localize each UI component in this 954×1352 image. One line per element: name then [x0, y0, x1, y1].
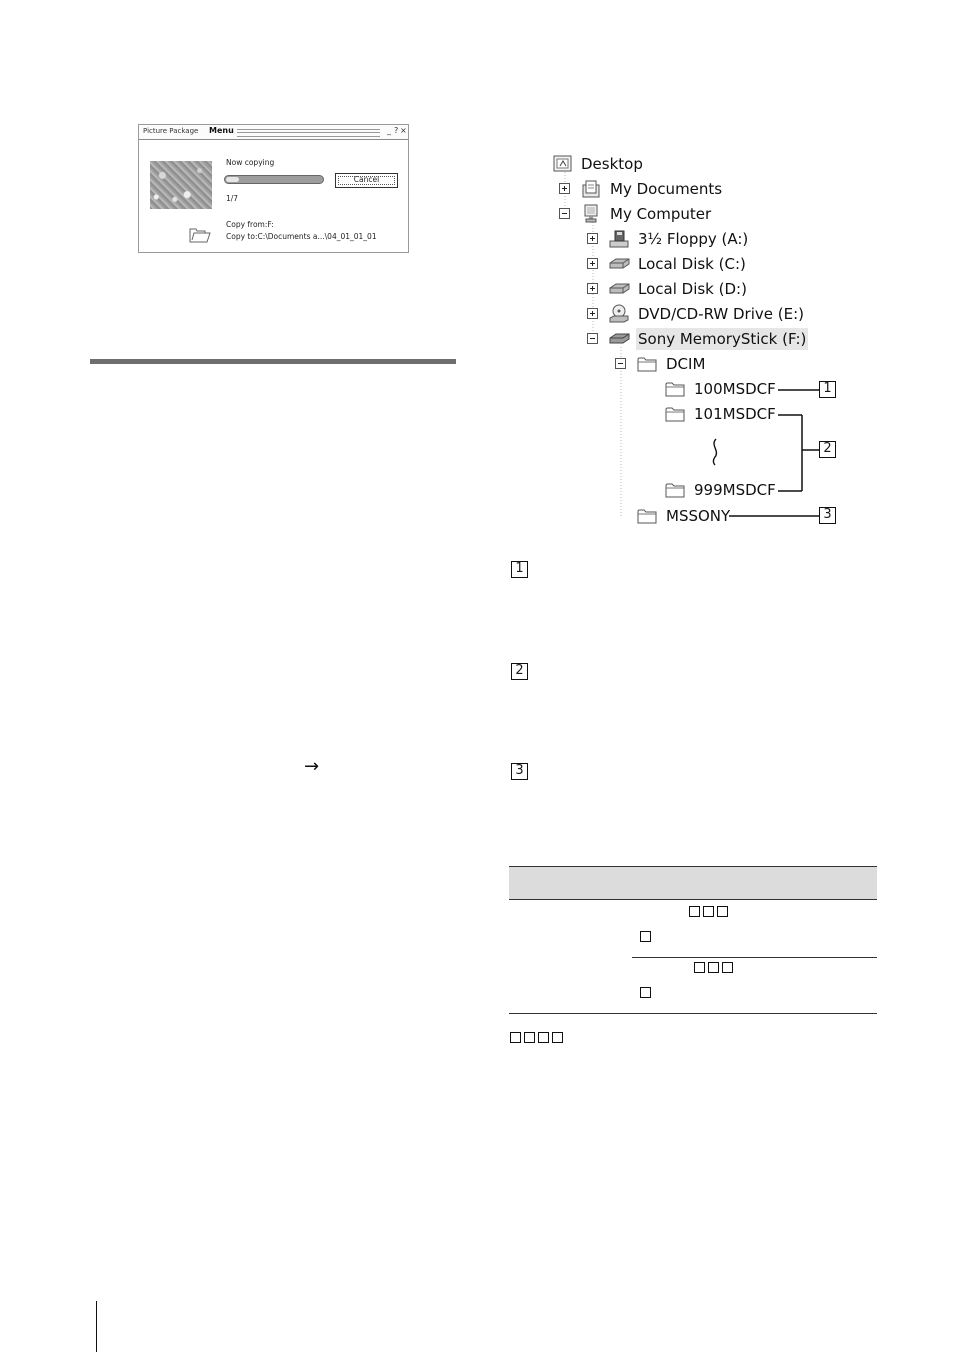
tree-item-label: 3½ Floppy (A:)	[638, 230, 749, 248]
floppy-drive-icon	[608, 229, 630, 249]
copy-progress-bar	[224, 175, 324, 184]
folder-icon	[636, 506, 658, 526]
tree-item-label: Local Disk (C:)	[638, 255, 746, 273]
dialog-titlebar	[139, 125, 408, 140]
folder-icon	[664, 404, 686, 424]
expand-icon[interactable]	[587, 283, 598, 294]
tree-item-label: Local Disk (D:)	[638, 280, 747, 298]
tree-item-label: Desktop	[581, 155, 643, 173]
tree-item-label: 101MSDCF	[694, 405, 776, 423]
note-marker-3: 3	[511, 763, 528, 780]
folder-icon	[664, 480, 686, 500]
table-header	[509, 866, 877, 900]
table-row-divider	[632, 957, 877, 958]
dvd-drive-icon	[608, 304, 630, 324]
tree-item-local-disk-c[interactable]	[608, 253, 748, 275]
placeholder-box	[640, 987, 654, 998]
dialog-app-name: Picture Package	[143, 127, 199, 135]
my-computer-icon	[580, 204, 602, 224]
hard-disk-icon	[608, 279, 630, 299]
expand-icon[interactable]	[587, 233, 598, 244]
collapse-icon[interactable]	[587, 333, 598, 344]
tree-item-label: My Computer	[610, 205, 712, 223]
page-margin-line	[96, 1301, 97, 1352]
tree-item-desktop[interactable]	[552, 153, 645, 175]
tree-item-label: Sony MemoryStick (F:)	[638, 330, 807, 348]
table-bottom-rule	[509, 1013, 877, 1014]
help-icon[interactable]: ?	[394, 126, 399, 135]
tree-item-local-disk-d[interactable]	[608, 278, 749, 300]
callout-1: 1	[819, 381, 836, 398]
section-heading-rule	[90, 359, 456, 364]
titlebar-grip	[237, 129, 380, 137]
my-documents-icon	[580, 179, 602, 199]
copy-progress-dialog	[138, 124, 409, 253]
minimize-icon[interactable]: _	[387, 126, 391, 135]
copy-to-text: Copy to:C:\Documents a...\04_01_01_01	[226, 232, 377, 241]
placeholder-boxes	[510, 1032, 566, 1043]
copy-count: 1/7	[226, 194, 239, 203]
dialog-title: Menu	[209, 126, 234, 135]
copy-from-text: Copy from:F:	[226, 220, 274, 229]
close-icon[interactable]: ×	[400, 126, 407, 135]
cancel-button[interactable]	[335, 173, 398, 188]
progress-fill	[226, 177, 239, 182]
callout-3: 3	[819, 507, 836, 524]
hard-disk-icon	[608, 254, 630, 274]
placeholder-boxes	[694, 962, 736, 973]
copy-status-text: Now copying	[226, 158, 275, 167]
callout-2: 2	[819, 441, 836, 458]
tree-item-my-computer[interactable]	[580, 203, 713, 225]
tree-item-label: DCIM	[666, 355, 706, 373]
placeholder-boxes	[689, 906, 731, 917]
tree-item-label: 100MSDCF	[694, 380, 776, 398]
expand-icon[interactable]	[587, 258, 598, 269]
expand-icon[interactable]	[587, 308, 598, 319]
tree-item-floppy-a[interactable]	[608, 228, 750, 250]
callout-leader-lines	[700, 380, 830, 530]
note-marker-1: 1	[511, 561, 528, 578]
tree-item-label: 999MSDCF	[694, 481, 776, 499]
folder-icon	[664, 379, 686, 399]
tree-item-my-documents[interactable]	[580, 178, 724, 200]
tree-item-label: My Documents	[610, 180, 723, 198]
tree-item-dvd-drive-e[interactable]	[608, 303, 806, 325]
desktop-icon	[552, 154, 574, 174]
tree-connector-lines	[560, 172, 640, 532]
expand-icon[interactable]	[559, 183, 570, 194]
tree-item-memory-stick-f[interactable]	[608, 328, 808, 350]
placeholder-box	[640, 931, 654, 942]
collapse-icon[interactable]	[559, 208, 570, 219]
collapse-icon[interactable]	[615, 358, 626, 369]
arrow-symbol: →	[304, 756, 320, 777]
memory-stick-icon	[608, 329, 630, 349]
tree-item-label: DVD/CD-RW Drive (E:)	[638, 305, 804, 323]
note-marker-2: 2	[511, 663, 528, 680]
open-folder-icon	[188, 226, 212, 244]
image-thumbnail	[150, 161, 212, 209]
cancel-button-label: Cancel	[353, 175, 380, 184]
tree-item-label: MSSONY	[666, 507, 731, 525]
tree-item-dcim[interactable]	[636, 353, 707, 375]
folder-icon	[636, 354, 658, 374]
